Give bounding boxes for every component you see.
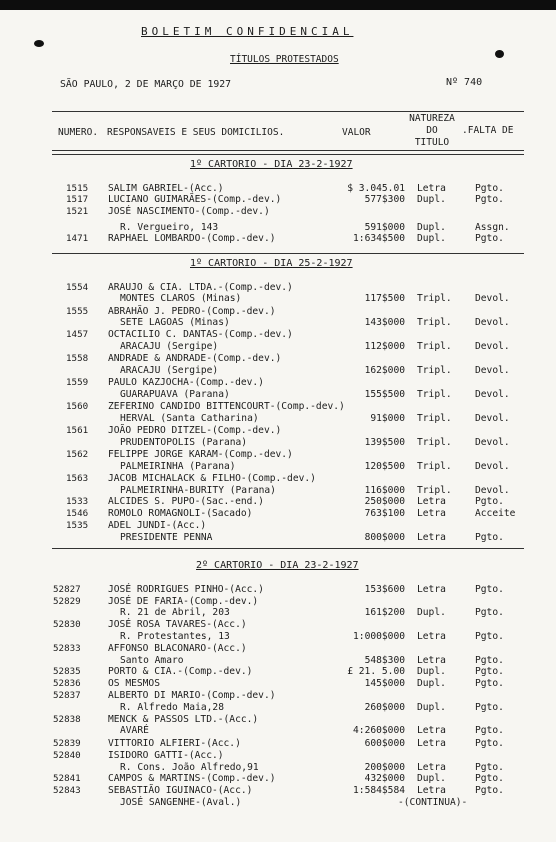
row-fault: Pgto.	[475, 631, 504, 642]
row-nature: Letra	[417, 532, 446, 543]
row-number: 1546	[66, 508, 89, 519]
row-number: 1555	[66, 306, 89, 317]
row-number: 52840	[53, 750, 81, 761]
row-responsavel: JOÃO PEDRO DITZEL-(Comp.-dev.)	[108, 425, 282, 436]
row-responsavel: ISIDORO GATTI-(Acc.)	[108, 750, 224, 761]
row-responsavel: JOSÉ RODRIGUES PINHO-(Acc.)	[108, 584, 264, 595]
row-fault: Pgto.	[475, 725, 504, 736]
row-fault: Devol.	[475, 437, 510, 448]
row-nature: Dupl.	[417, 702, 446, 713]
row-responsavel: SEBASTIÃO IGUINACO-(Acc.)	[108, 785, 253, 796]
row-nature: Letra	[417, 785, 446, 796]
row-nature: Tripl.	[417, 485, 452, 496]
row-fault: Pgto.	[475, 762, 504, 773]
row-fault: Pgto.	[475, 785, 504, 796]
row-fault: Acceite	[475, 508, 516, 519]
row-number: 52839	[53, 738, 81, 749]
row-responsavel: ALBERTO DI MARIO-(Comp.-dev.)	[108, 690, 276, 701]
row-fault: Pgto.	[475, 773, 504, 784]
row-value: 155$500	[364, 389, 405, 400]
row-number: 52835	[53, 666, 81, 677]
row-value: £ 21. 5.00	[347, 666, 405, 677]
row-value: 260$000	[364, 702, 405, 713]
row-responsavel: R. 21 de Abril, 203	[120, 607, 230, 618]
row-nature: Dupl.	[417, 233, 446, 244]
row-value: 548$300	[364, 655, 405, 666]
row-nature: Dupl.	[417, 678, 446, 689]
row-number: 1471	[66, 233, 89, 244]
row-responsavel: OCTACILIO C. DANTAS-(Comp.-dev.)	[108, 329, 293, 340]
row-value: 162$000	[364, 365, 405, 376]
row-responsavel: R. Protestantes, 13	[120, 631, 230, 642]
row-number: 1535	[66, 520, 89, 531]
bulletin-number: Nº 740	[446, 77, 483, 88]
row-number: 52833	[53, 643, 81, 654]
row-responsavel: SALIM GABRIEL-(Acc.)	[108, 183, 224, 194]
row-responsavel: JOSÉ ROSA TAVARES-(Acc.)	[108, 619, 247, 630]
row-fault: Pgto.	[475, 666, 504, 677]
row-responsavel: R. Cons. João Alfredo,91	[120, 762, 259, 773]
row-nature: Letra	[417, 508, 446, 519]
row-responsavel: SETE LAGOAS (Minas)	[120, 317, 230, 328]
section-title: 2º CARTORIO - DIA 23-2-1927	[196, 560, 359, 571]
row-number: 52836	[53, 678, 81, 689]
row-nature: Dupl.	[417, 666, 446, 677]
row-responsavel: JACOB MICHALACK & FILHO-(Comp.-dev.)	[108, 473, 316, 484]
row-nature: Letra	[417, 496, 446, 507]
section-rule	[52, 154, 524, 155]
row-responsavel: PAULO KAZJOCHA-(Comp.-dev.)	[108, 377, 264, 388]
row-value: 250$000	[364, 496, 405, 507]
row-number: 52827	[53, 584, 81, 595]
row-number: 1533	[66, 496, 89, 507]
natureza-line-3: TITULO	[414, 137, 450, 148]
row-value: 1:584$584	[353, 785, 405, 796]
row-responsavel: GUARAPUAVA (Parana)	[120, 389, 230, 400]
row-responsavel: ROMOLO ROMAGNOLI-(Sacado)	[108, 508, 253, 519]
row-number: 52830	[53, 619, 81, 630]
row-responsavel: Santo Amaro	[120, 655, 184, 666]
natureza-line-2: DO	[426, 125, 438, 136]
row-value: 145$000	[364, 678, 405, 689]
row-value: 800$000	[364, 532, 405, 543]
row-nature: Letra	[417, 631, 446, 642]
row-responsavel: OS MESMOS	[108, 678, 160, 689]
section-title: 1º CARTORIO - DIA 25-2-1927	[190, 258, 353, 269]
row-number: 1562	[66, 449, 89, 460]
row-nature: Tripl.	[417, 413, 452, 424]
row-nature: Tripl.	[417, 365, 452, 376]
row-fault: Devol.	[475, 485, 510, 496]
column-header-falta: .FALTA DE	[462, 125, 514, 136]
row-responsavel: FELIPPE JORGE KARAM-(Comp.-dev.)	[108, 449, 293, 460]
row-nature: Tripl.	[417, 317, 452, 328]
column-header-natureza	[404, 113, 460, 149]
row-responsavel: AVARÉ	[120, 725, 149, 736]
row-value: 577$300	[364, 194, 405, 205]
row-value: 116$000	[364, 485, 405, 496]
document-subtitle: TÍTULOS PROTESTADOS	[230, 54, 339, 65]
row-number: 1517	[66, 194, 89, 205]
row-responsavel: PRESIDENTE PENNA	[120, 532, 213, 543]
row-responsavel: MONTES CLAROS (Minas)	[120, 293, 242, 304]
row-responsavel: ARAUJO & CIA. LTDA.-(Comp.-dev.)	[108, 282, 293, 293]
ink-blot-right	[495, 50, 504, 58]
row-fault: Devol.	[475, 389, 510, 400]
row-fault: Pgto.	[475, 584, 504, 595]
row-number: 52829	[53, 596, 81, 607]
row-number: 1515	[66, 183, 89, 194]
row-responsavel: PRUDENTOPOLIS (Parana)	[120, 437, 248, 448]
row-value: 139$500	[364, 437, 405, 448]
row-value: $ 3.045.01	[347, 183, 405, 194]
row-number: 1457	[66, 329, 89, 340]
row-nature: Letra	[417, 655, 446, 666]
row-value: 591$000	[364, 222, 405, 233]
section-rule	[52, 548, 524, 549]
row-number: 1554	[66, 282, 89, 293]
row-nature: Tripl.	[417, 293, 452, 304]
document-title: BOLETIM CONFIDENCIAL	[141, 25, 354, 38]
row-number: 1560	[66, 401, 89, 412]
row-nature: Dupl.	[417, 773, 446, 784]
place-date: SÃO PAULO, 2 DE MARÇO DE 1927	[60, 79, 232, 90]
column-header-responsaveis: RESPONSAVEIS E SEUS DOMICILIOS.	[107, 127, 285, 138]
row-responsavel: JOSÉ SANGENHE-(Aval.)	[120, 797, 242, 808]
row-responsavel: LUCIANO GUIMARÃES-(Comp.-dev.)	[108, 194, 282, 205]
row-value: 143$000	[364, 317, 405, 328]
row-nature: Letra	[417, 725, 446, 736]
section-rule	[52, 253, 524, 254]
row-responsavel: PALMEIRINHA (Parana)	[120, 461, 236, 472]
row-responsavel: PORTO & CIA.-(Comp.-dev.)	[108, 666, 253, 677]
row-responsavel: ARACAJU (Sergipe)	[120, 341, 219, 352]
row-value: 432$000	[364, 773, 405, 784]
row-fault: Pgto.	[475, 496, 504, 507]
row-fault: Pgto.	[475, 655, 504, 666]
row-nature: Letra	[417, 584, 446, 595]
row-responsavel: RAPHAEL LOMBARDO-(Comp.-dev.)	[108, 233, 276, 244]
row-responsavel: HERVAL (Santa Catharina)	[120, 413, 259, 424]
header-rule-bottom	[52, 150, 524, 151]
row-fault: Assgn.	[475, 222, 510, 233]
row-responsavel: JOSÉ DE FARIA-(Comp.-dev.)	[108, 596, 259, 607]
row-value: 1:634$500	[353, 233, 405, 244]
header-rule-top	[52, 111, 524, 112]
row-number: 1558	[66, 353, 89, 364]
row-value: 600$000	[364, 738, 405, 749]
row-value: 153$600	[364, 584, 405, 595]
row-nature: Letra	[417, 738, 446, 749]
row-nature: Dupl.	[417, 194, 446, 205]
row-fault: Devol.	[475, 413, 510, 424]
row-responsavel: ANDRADE & ANDRADE-(Comp.-dev.)	[108, 353, 282, 364]
row-responsavel: VITTORIO ALFIERI-(Acc.)	[108, 738, 241, 749]
row-responsavel: PALMEIRINHA-BURITY (Parana)	[120, 485, 276, 496]
row-nature: Tripl.	[417, 437, 452, 448]
top-dark-edge	[0, 0, 556, 10]
row-value: 120$500	[364, 461, 405, 472]
row-nature: Letra	[417, 183, 446, 194]
row-responsavel: ALCIDES S. PUPO-(Sac.-end.)	[108, 496, 264, 507]
row-nature: Dupl.	[417, 607, 446, 618]
row-value: 112$000	[364, 341, 405, 352]
row-responsavel: CAMPOS & MARTINS-(Comp.-dev.)	[108, 773, 276, 784]
row-value: 1:000$000	[353, 631, 405, 642]
row-fault: Pgto.	[475, 702, 504, 713]
row-value: 4:260$000	[353, 725, 405, 736]
row-number: 52841	[53, 773, 81, 784]
row-responsavel: R. Vergueiro, 143	[120, 222, 219, 233]
natureza-line-1: NATUREZA	[409, 113, 455, 124]
row-number: 1561	[66, 425, 89, 436]
column-header-numero: NUMERO.	[58, 127, 99, 138]
row-number: 52837	[53, 690, 81, 701]
row-number: 52843	[53, 785, 81, 796]
row-responsavel: R. Alfredo Maia,28	[120, 702, 224, 713]
row-fault: Pgto.	[475, 678, 504, 689]
row-value: 161$200	[364, 607, 405, 618]
row-responsavel: ABRAHÃO J. PEDRO-(Comp.-dev.)	[108, 306, 276, 317]
row-value: 91$000	[370, 413, 405, 424]
row-number: 52838	[53, 714, 81, 725]
row-fault: Devol.	[475, 461, 510, 472]
row-nature: Letra	[417, 762, 446, 773]
row-responsavel: ZEFERINO CANDIDO BITTENCOURT-(Comp.-dev.)	[108, 401, 345, 412]
row-value: 117$500	[364, 293, 405, 304]
row-fault: Devol.	[475, 365, 510, 376]
row-fault: Pgto.	[475, 738, 504, 749]
section-title: 1º CARTORIO - DIA 23-2-1927	[190, 159, 353, 170]
row-fault: Pgto.	[475, 194, 504, 205]
row-fault: Devol.	[475, 341, 510, 352]
row-responsavel: ARACAJU (Sergipe)	[120, 365, 219, 376]
row-fault: Devol.	[475, 293, 510, 304]
row-nature: -(CONTINUA)-	[398, 797, 468, 808]
row-fault: Pgto.	[475, 233, 504, 244]
row-responsavel: ADEL JUNDI-(Acc.)	[108, 520, 207, 531]
row-fault: Pgto.	[475, 607, 504, 618]
row-fault: Devol.	[475, 317, 510, 328]
row-fault: Pgto.	[475, 183, 504, 194]
row-responsavel: MENCK & PASSOS LTD.-(Acc.)	[108, 714, 259, 725]
row-fault: Pgto.	[475, 532, 504, 543]
row-responsavel: JOSÉ NASCIMENTO-(Comp.-dev.)	[108, 206, 270, 217]
row-value: 200$000	[364, 762, 405, 773]
row-nature: Tripl.	[417, 389, 452, 400]
column-header-valor: VALOR	[342, 127, 371, 138]
row-number: 1563	[66, 473, 89, 484]
row-value: 763$100	[364, 508, 405, 519]
row-nature: Tripl.	[417, 341, 452, 352]
row-nature: Dupl.	[417, 222, 446, 233]
row-nature: Tripl.	[417, 461, 452, 472]
row-responsavel: AFFONSO BLACONARO-(Acc.)	[108, 643, 247, 654]
row-number: 1521	[66, 206, 89, 217]
row-number: 1559	[66, 377, 89, 388]
ink-blot-left	[34, 40, 44, 47]
